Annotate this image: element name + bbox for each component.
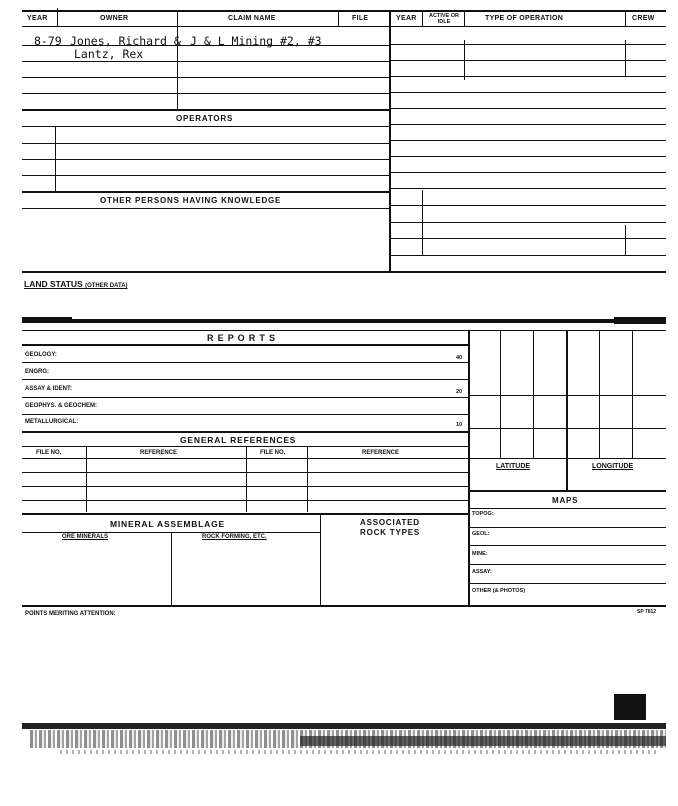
longitude-label: LONGITUDE (592, 463, 634, 470)
header-year-2: YEAR (396, 15, 417, 22)
report-geology-num: 40 (456, 355, 463, 361)
report-geophys: GEOPHYS. & GEOCHEM: (25, 403, 98, 409)
map-mine: MINE: (472, 551, 488, 557)
report-assay: ASSAY & IDENT: (25, 386, 73, 392)
entry-claim-name: J & L Mining #2, #3 (190, 34, 322, 48)
map-topog: TOPOG: (472, 511, 494, 517)
ore-minerals-label: ORE MINERALS (62, 534, 109, 540)
header-crew: CREW (632, 15, 655, 22)
maps-title: MAPS (552, 496, 579, 505)
col-file-no-2: FILE NO. (260, 450, 286, 456)
header-claim-name: CLAIM NAME (228, 15, 276, 22)
map-other: OTHER (& PHOTOS) (472, 588, 526, 594)
rock-forming-label: ROCK FORMING, ETC. (202, 534, 267, 540)
entry-owner-line2: Lantz, Rex (74, 47, 144, 61)
associated-rock-types-line2: ROCK TYPES (360, 528, 421, 537)
map-assay: ASSAY: (472, 569, 492, 575)
general-references-title: GENERAL REFERENCES (180, 435, 297, 445)
report-metallurgical-num: 10 (456, 422, 463, 428)
report-assay-num: 20 (456, 389, 463, 395)
header-file: FILE (352, 15, 369, 22)
associated-rock-types-line1: ASSOCIATED (360, 518, 420, 527)
report-engrg: ENGRG: (25, 369, 49, 375)
operators-label: OPERATORS (176, 114, 234, 123)
mineral-title: MINERAL ASSEMBLAGE (110, 519, 225, 529)
land-status-sub: (OTHER DATA) (85, 283, 128, 289)
separator-bar (22, 319, 666, 323)
form-number: SP 7812 (637, 609, 657, 615)
header-active-idle: ACTIVE OR IDLE (429, 13, 459, 25)
report-geology: GEOLOGY: (25, 352, 57, 358)
report-metallurgical: METALLURGICAL: (25, 419, 79, 425)
land-status-label: LAND STATUS (24, 279, 83, 289)
col-reference: REFERENCE (140, 450, 178, 456)
reports-title: R E P O R T S (207, 333, 276, 343)
col-reference-2: REFERENCE (362, 450, 400, 456)
other-persons-label: OTHER PERSONS HAVING KNOWLEDGE (100, 196, 282, 205)
points-meriting-attention: POINTS MERITING ATTENTION: (25, 611, 116, 617)
latitude-label: LATITUDE (496, 463, 531, 470)
entry-owner-line1: Jones, Richard & (70, 34, 181, 48)
header-type-of-operation: TYPE OF OPERATION (485, 15, 564, 22)
map-geol: GEOL: (472, 531, 490, 537)
header-year: YEAR (27, 15, 48, 22)
entry-year: 8-79 (34, 34, 62, 48)
col-file-no: FILE NO. (36, 450, 62, 456)
header-owner: OWNER (100, 15, 129, 22)
